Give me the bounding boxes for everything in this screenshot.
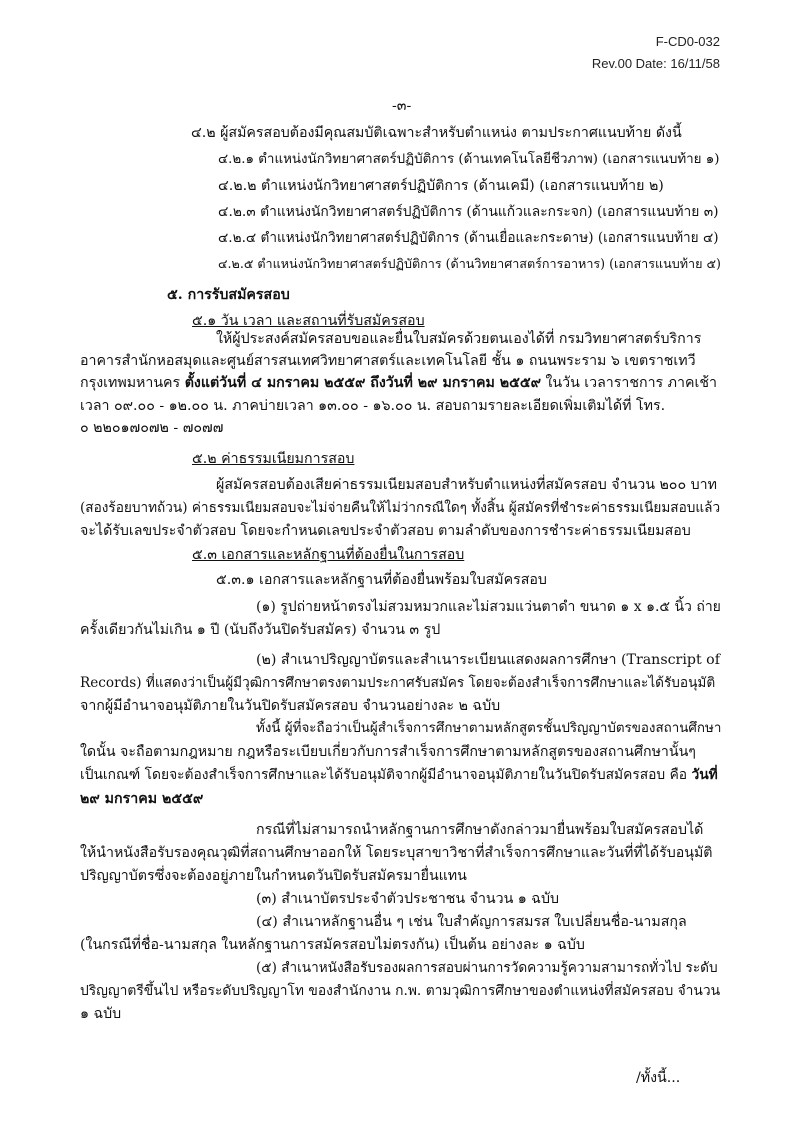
- list-item: ๔.๒.๕ ตำแหน่งนักวิทยาศาสตร์ปฏิบัติการ (ด้านวิทยาศาสตร์การอาหาร) (เอกสารแนบท้าย ๕): [218, 256, 721, 271]
- paragraph-line: อาคารสำนักหอสมุดและศูนย์สารสนเทศวิทยาศาสตร์และเทคโนโลยี ชั้น ๑ ถนนพระราม ๖ เขตราชเทวี: [80, 353, 696, 369]
- section-5-3-1-title: ๕.๓.๑ เอกสารและหลักฐานที่ต้องยื่นพร้อมใบสมัครสอบ: [216, 572, 547, 588]
- list-item: (๑) รูปถ่ายหน้าตรงไม่สวมหมวกและไม่สวมแว่นตาดำ ขนาด ๑ x ๑.๕ นิ้ว ถ่าย: [256, 599, 721, 615]
- section-5-2-title: ๕.๒ ค่าธรรมเนียมการสอบ: [192, 451, 355, 467]
- paragraph-line: ทั้งนี้ ผู้ที่จะถือว่าเป็นผู้สำเร็จการศึกษาตามหลักสูตรชั้นปริญญาบัตรของสถานศึกษา: [256, 721, 722, 736]
- phone-number: ๐ ๒๒๐๑๗๐๗๒ - ๗๐๗๗: [80, 420, 224, 436]
- section-5-heading: ๕. การรับสมัครสอบ: [167, 287, 290, 303]
- deadline-label: วันที่: [691, 767, 718, 783]
- paragraph-line: จากผู้มีอำนาจอนุมัติภายในวันปิดรับสมัครสอบ จำนวนอย่างละ ๒ ฉบับ: [80, 698, 501, 714]
- paragraph-line: เวลา ๐๙.๐๐ - ๑๒.๐๐ น. ภาคบ่ายเวลา ๑๓.๐๐ - ๑๖.๐๐ น. สอบถามรายละเอียดเพิ่มเติมได้ที่ โทร.: [80, 398, 666, 414]
- paragraph-line: Records) ที่แสดงว่าเป็นผู้มีวุฒิการศึกษาตรงตามประกาศรับสมัคร โดยจะต้องสำเร็จการศึกษาและได้รับอนุมัติ: [80, 675, 716, 691]
- form-code: F-CD0-032: [655, 34, 720, 49]
- text-run: ในวัน เวลาราชการ ภาคเช้า: [540, 375, 717, 391]
- paragraph-line: กรณีที่ไม่สามารถนำหลักฐานการศึกษาดังกล่าวมายื่นพร้อมใบสมัครสอบได้: [256, 822, 704, 838]
- paragraph-line: จะได้รับเลขประจำตัวสอบ โดยจะกำหนดเลขประจำตัวสอบ ตามลำดับของการชำระค่าธรรมเนียมสอบ: [80, 523, 691, 539]
- text-run: เป็นเกณฑ์ โดยจะต้องสำเร็จการศึกษาและได้รับอนุมัติจากผู้มีอำนาจอนุมัติภายในวันปิดรับสมัครสอบ คือ: [80, 767, 692, 783]
- paragraph-line: [80, 765, 718, 785]
- section-5-3-title: ๕.๓ เอกสารและหลักฐานที่ต้องยื่นในการสอบ: [192, 547, 465, 563]
- section-5-1-title: ๕.๑ วัน เวลา และสถานที่รับสมัครสอบ: [192, 313, 425, 329]
- paragraph-line: ให้ผู้ประสงค์สมัครสอบขอและยื่นใบสมัครด้วยตนเองได้ที่ กรมวิทยาศาสตร์บริการ: [216, 331, 702, 347]
- paragraph-line: ปริญญาตรีขึ้นไป หรือระดับปริญญาโท ของสำนักงาน ก.พ. ตามวุฒิการศึกษาของตำแหน่งที่สมัครสอบ จำนวน: [80, 983, 721, 999]
- application-period: ตั้งแต่วันที่ ๔ มกราคม ๒๕๕๙ ถึงวันที่ ๒๙ มกราคม ๒๕๕๙: [184, 375, 541, 391]
- paragraph-line: ปริญญาบัตรซึ่งจะต้องอยู่ภายในกำหนดวันปิดรับสมัครมายื่นแทน: [80, 868, 467, 884]
- continuation-note: /ทั้งนี้...: [636, 1070, 681, 1086]
- paragraph-line: (สองร้อยบาทถ้วน) ค่าธรรมเนียมสอบจะไม่จ่ายคืนให้ไม่ว่ากรณีใดๆ ทั้งสิ้น ผู้สมัครที่ชำระค่าธรรมเนียมสอบแล้ว: [80, 500, 721, 516]
- paragraph-line: (ในกรณีที่ชื่อ-นามสกุล ในหลักฐานการสมัครสอบไม่ตรงกัน) เป็นต้น อย่างละ ๑ ฉบับ: [80, 937, 585, 953]
- list-item: (๕) สำเนาหนังสือรับรองผลการสอบผ่านการวัดความรู้ความสามารถทั่วไป ระดับ: [256, 960, 718, 976]
- paragraph-line: ผู้สมัครสอบต้องเสียค่าธรรมเนียมสอบสำหรับตำแหน่งที่สมัครสอบ จำนวน ๒๐๐ บาท: [216, 477, 717, 493]
- paragraph-line: [80, 373, 717, 393]
- paragraph-line: ใดนั้น จะถือตามกฎหมาย กฎหรือระเบียบเกี่ยวกับการสำเร็จการศึกษาตามหลักสูตรของสถานศึกษานั้นๆ: [80, 744, 696, 760]
- revision-date: Rev.00 Date: 16/11/58: [591, 56, 720, 71]
- section-4-2-heading: ๔.๒ ผู้สมัครสอบต้องมีคุณสมบัติเฉพาะสำหรับตำแหน่ง ตามประกาศแนบท้าย ดังนี้: [191, 125, 682, 141]
- deadline-date: ๒๙ มกราคม ๒๕๕๙: [80, 791, 204, 807]
- list-item: ๔.๒.๒ ตำแหน่งนักวิทยาศาสตร์ปฏิบัติการ (ด้านเคมี) (เอกสารแนบท้าย ๒): [218, 178, 664, 194]
- list-item: (๓) สำเนาบัตรประจำตัวประชาชน จำนวน ๑ ฉบับ: [256, 891, 559, 907]
- paragraph-line: ๑ ฉบับ: [80, 1006, 122, 1022]
- list-item: ๔.๒.๑ ตำแหน่งนักวิทยาศาสตร์ปฏิบัติการ (ด้านเทคโนโลยีชีวภาพ) (เอกสารแนบท้าย ๑): [218, 152, 720, 167]
- page-number: -๓-: [392, 98, 412, 114]
- paragraph-line: ครั้งเดียวกันไม่เกิน ๑ ปี (นับถึงวันปิดรับสมัคร) จำนวน ๓ รูป: [80, 622, 441, 638]
- text-run: กรุงเทพมหานคร: [80, 375, 185, 391]
- list-item: ๔.๒.๓ ตำแหน่งนักวิทยาศาสตร์ปฏิบัติการ (ด้านแก้วและกระจก) (เอกสารแนบท้าย ๓): [218, 204, 719, 220]
- paragraph-line: ให้นำหนังสือรับรองคุณวุฒิที่สถานศึกษาออกให้ โดยระบุสาขาวิชาที่สำเร็จการศึกษาและวันที่ที่ได้รับอนุมัติ: [80, 845, 713, 861]
- list-item: (๔) สำเนาหลักฐานอื่น ๆ เช่น ใบสำคัญการสมรส ใบเปลี่ยนชื่อ-นามสกุล: [256, 914, 687, 930]
- list-item: (๒) สำเนาปริญญาบัตรและสำเนาระเบียนแสดงผลการศึกษา (Transcript of: [256, 652, 720, 668]
- list-item: ๔.๒.๔ ตำแหน่งนักวิทยาศาสตร์ปฏิบัติการ (ด้านเยื่อและกระดาษ) (เอกสารแนบท้าย ๔): [218, 230, 719, 246]
